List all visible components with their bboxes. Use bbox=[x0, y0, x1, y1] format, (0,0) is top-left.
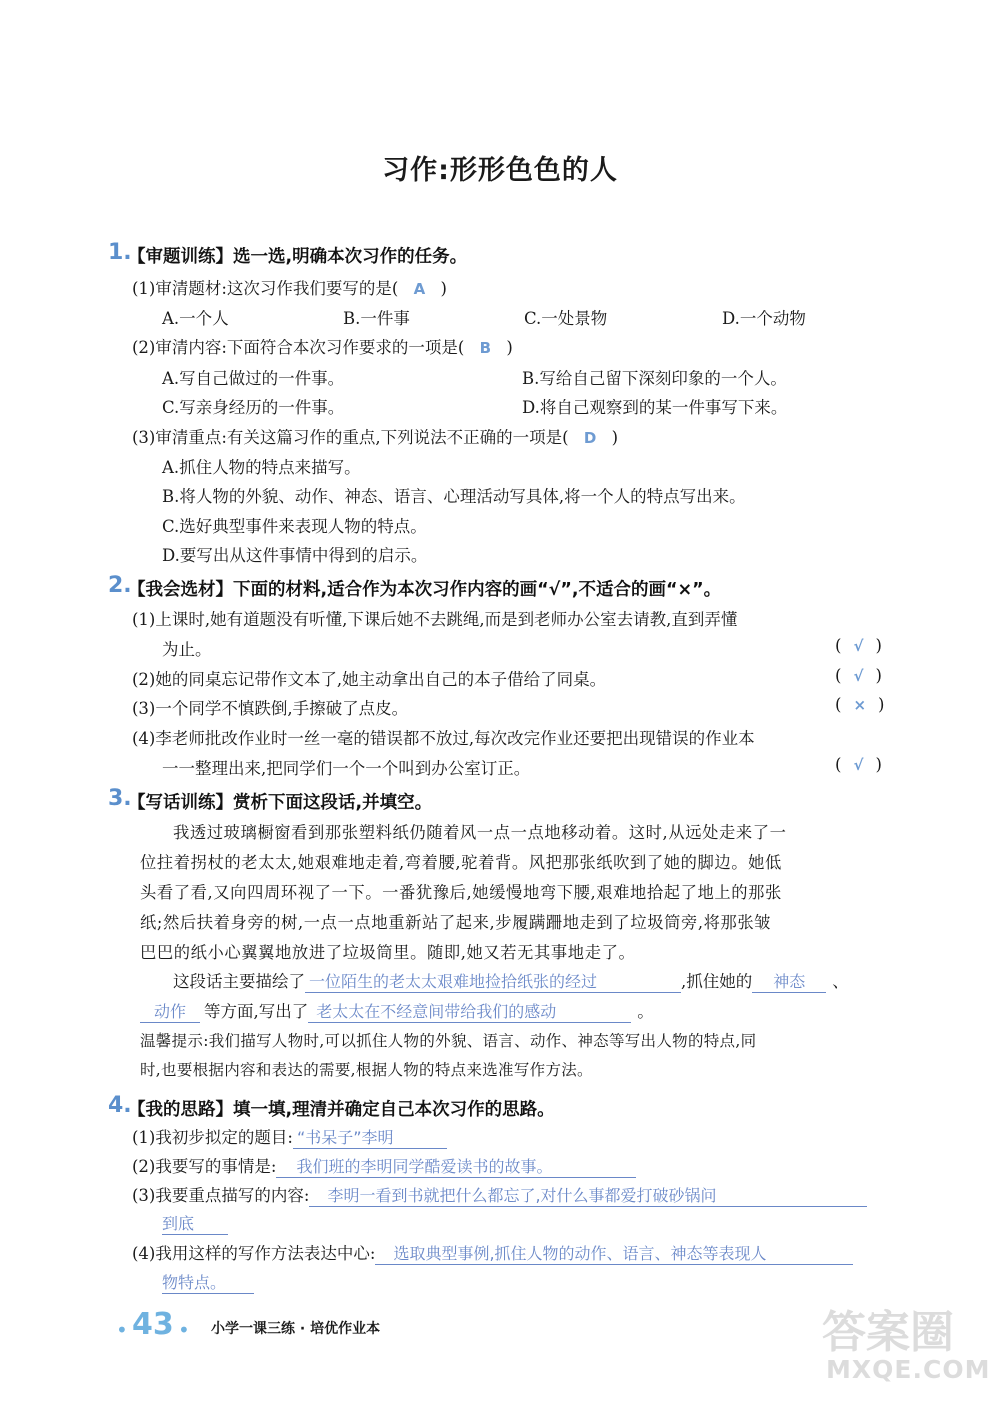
handwritten-answer: 物特点。 bbox=[162, 1270, 254, 1294]
plan-item bbox=[132, 1182, 867, 1207]
handwritten-answer: 老太太在不经意间带给我们的感动 bbox=[308, 999, 631, 1023]
sub-question-text: (3)审清重点:有关这篇习作的重点,下列说法不正确的一项是( bbox=[132, 428, 569, 447]
handwritten-answer: “书呆子”李明 bbox=[293, 1125, 447, 1149]
option: A.一个人 bbox=[162, 309, 229, 328]
handwritten-answer: 神态 bbox=[752, 969, 826, 993]
option: B.写给自己留下深刻印象的一个人。 bbox=[522, 369, 787, 388]
check-mark: √ bbox=[853, 667, 864, 685]
material-item-continued: 一一整理出来,把同学们一个一个叫到办公室订正。 bbox=[162, 759, 531, 778]
fill-text: 。 bbox=[637, 1002, 654, 1021]
tip-text: 时,也要根据内容和表达的需要,根据人物的特点来选准写作方法。 bbox=[140, 1061, 593, 1079]
watermark-logo: 答案圈 bbox=[822, 1307, 954, 1358]
watermark-url: MXQE.COM bbox=[826, 1355, 991, 1384]
passage-line: 位拄着拐杖的老太太,她艰难地走着,弯着腰,驼着背。风把那张纸吹到了她的脚边。她低 bbox=[140, 853, 782, 872]
sub-question-text: (1)审清题材:这次习作我们要写的是( bbox=[132, 279, 399, 298]
passage-line: 头看了看,又向四周环视了一下。一番犹豫后,她缓慢地弯下腰,艰难地拾起了地上的那张 bbox=[140, 883, 782, 902]
passage-line: 纸;然后扶着身旁的树,一点一点地重新站了起来,步履蹒跚地走到了垃圾筒旁,将那张皱 bbox=[140, 913, 772, 932]
handwritten-answer: 动作 bbox=[140, 999, 200, 1023]
handwritten-answer: 我们班的李明同学酷爱读书的故事。 bbox=[276, 1154, 636, 1178]
answer-choice: B bbox=[479, 339, 492, 357]
question-heading: 【我会选材】下面的材料,适合作为本次习作内容的画“√”,不适合的画“×”。 bbox=[128, 580, 722, 600]
tip-text: 温馨提示:我们描写人物时,可以抓住人物的外貌、语言、动作、神态等写出人物的特点,同 bbox=[140, 1032, 757, 1050]
handwritten-answer: 李明一看到书就把什么都忘了,对什么事都爱打破砂锅问 bbox=[309, 1183, 867, 1207]
option: B.一件事 bbox=[343, 309, 410, 328]
plan-item bbox=[132, 1153, 636, 1178]
answer-choice: D bbox=[583, 429, 597, 447]
option: C.写亲身经历的一件事。 bbox=[162, 398, 345, 417]
sub-question bbox=[132, 424, 618, 448]
plan-label: (3)我要重点描写的内容: bbox=[132, 1186, 310, 1205]
material-item: (3)一个同学不慎跌倒,手擦破了点皮。 bbox=[132, 699, 409, 718]
plan-item-continued bbox=[162, 1211, 228, 1235]
handwritten-answer: 到底 bbox=[162, 1211, 228, 1235]
mark-box: ( √ ) bbox=[835, 666, 882, 685]
plan-label: (4)我用这样的写作方法表达中心: bbox=[132, 1244, 376, 1263]
fill-text: 、 bbox=[832, 972, 849, 991]
question-heading: 【审题训练】选一选,明确本次习作的任务。 bbox=[128, 247, 468, 267]
question-heading: 【写话训练】赏析下面这段话,并填空。 bbox=[128, 793, 433, 813]
footer-dot-icon: • bbox=[116, 1318, 128, 1342]
sub-question bbox=[132, 334, 513, 358]
option: C.一处景物 bbox=[524, 309, 608, 328]
paren-close: ) bbox=[611, 428, 619, 447]
mark-box: ( √ ) bbox=[835, 755, 882, 774]
question-heading: 【我的思路】填一填,理清并确定自己本次习作的思路。 bbox=[128, 1100, 555, 1120]
question-number: 2. bbox=[108, 573, 132, 598]
book-title: 小学一课三练 · 培优作业本 bbox=[211, 1321, 381, 1337]
fill-text: ,抓住她的 bbox=[681, 972, 753, 991]
sub-question bbox=[132, 275, 447, 299]
option: A.抓住人物的特点来描写。 bbox=[162, 458, 361, 477]
handwritten-answer: 选取典型事例,抓住人物的动作、语言、神态等表现人 bbox=[375, 1241, 853, 1265]
answer-choice: A bbox=[413, 280, 426, 298]
passage-line: 我透过玻璃橱窗看到那张塑料纸仍随着风一点一点地移动着。这时,从远处走来了一 bbox=[173, 823, 787, 842]
option: D.要写出从这件事情中得到的启示。 bbox=[162, 546, 428, 565]
material-item: (1)上课时,她有道题没有听懂,下课后她不去跳绳,而是到老师办公室去请教,直到弄懂 bbox=[132, 610, 738, 629]
passage-line: 巴巴的纸小心翼翼地放进了垃圾筒里。随即,她又若无其事地走了。 bbox=[140, 943, 636, 962]
check-mark: √ bbox=[853, 637, 864, 655]
sub-question-text: (2)审清内容:下面符合本次习作要求的一项是( bbox=[132, 338, 465, 357]
material-item: (2)她的同桌忘记带作文本了,她主动拿出自己的本子借给了同桌。 bbox=[132, 670, 607, 689]
check-mark: √ bbox=[853, 756, 864, 774]
plan-item bbox=[132, 1124, 447, 1149]
fill-text: 等方面,写出了 bbox=[204, 1002, 309, 1021]
fill-blank-line bbox=[173, 968, 849, 993]
plan-item bbox=[132, 1240, 853, 1265]
option: D.一个动物 bbox=[722, 309, 806, 328]
option: C.选好典型事件来表现人物的特点。 bbox=[162, 517, 427, 536]
page-title: 习作:形形色色的人 bbox=[382, 155, 618, 186]
page-number: 43 bbox=[132, 1307, 174, 1342]
cross-mark: × bbox=[853, 696, 867, 714]
mark-box: ( × ) bbox=[835, 695, 885, 714]
plan-item-continued bbox=[162, 1270, 254, 1294]
footer-dot-icon: • bbox=[178, 1318, 190, 1342]
question-number: 1. bbox=[108, 240, 132, 265]
option: B.将人物的外貌、动作、神态、语言、心理活动写具体,将一个人的特点写出来。 bbox=[162, 487, 746, 506]
fill-blank-line bbox=[140, 998, 654, 1023]
handwritten-answer: 一位陌生的老太太艰难地捡拾纸张的经过 bbox=[305, 969, 681, 993]
option: D.将自己观察到的某一件事写下来。 bbox=[522, 398, 788, 417]
mark-box: ( √ ) bbox=[835, 636, 882, 655]
paren-close: ) bbox=[506, 338, 513, 357]
plan-label: (2)我要写的事情是: bbox=[132, 1157, 277, 1176]
material-item: (4)李老师批改作业时一丝一毫的错误都不放过,每次改完作业还要把出现错误的作业本 bbox=[132, 729, 755, 748]
question-number: 3. bbox=[108, 786, 132, 811]
paren-close: ) bbox=[440, 279, 447, 298]
question-number: 4. bbox=[108, 1093, 132, 1118]
fill-text: 这段话主要描绘了 bbox=[173, 972, 305, 991]
material-item-continued: 为止。 bbox=[162, 640, 212, 659]
option: A.写自己做过的一件事。 bbox=[162, 369, 345, 388]
plan-label: (1)我初步拟定的题目: bbox=[132, 1128, 293, 1147]
